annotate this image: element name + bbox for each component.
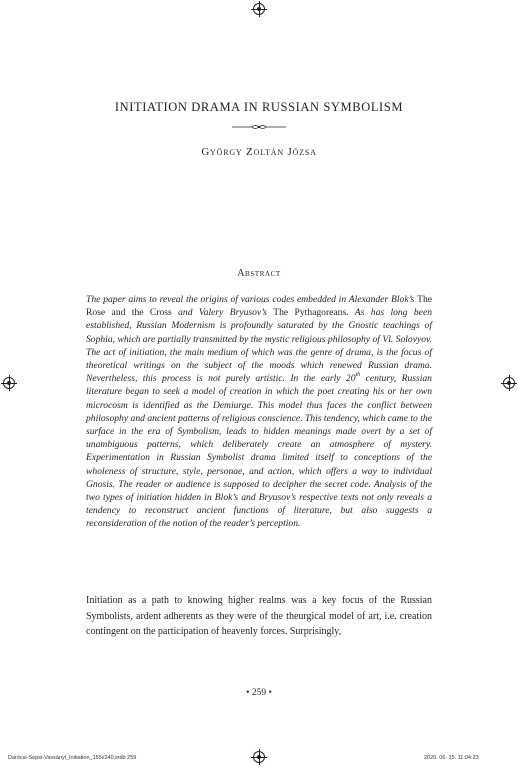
abstract-heading: Abstract [237, 268, 281, 279]
book-title-pythagoreans: The Pythagoreans [273, 307, 347, 319]
registration-mark-icon [503, 377, 515, 389]
registration-mark-icon [253, 751, 265, 763]
abstract-text: The paper aims to reveal the origins of various codes embedded in Alexander Blok’s The Rose and the Cross and Valery Bryusov’s The Pythagoreans. As has long been established, Russian Modernism is profoundly saturated by the Gnostic teachings of Sophia, which are partially transmitted by the mystic religious philosophy of Vl. Solovyov. The act of initiation, the main medium of which was the genre of drama, is the focus of theoretical writings on the subject of the moods which renewed Russian drama. Nevertheless, this process is not purely artistic. In the early 20th century, Russian literature began to seek a model of creation in which the poet creating his or her own microcosm is identified as the Demiurge. This model thus faces the conflict between philosophy and ancient patterns of religious conscience. This tendency, which came to the surface in the era of Symbolism, leads to hidden meanings made overt by a set of unambiguous patterns, which deliberately create an atmosphere of mystery. Experimentation in Russian Symbolist drama limited itself to conceptions of the wholeness of structure, style, personae, and action, which offers a way to individual Gnosis. The reader or audience is supposed to decipher the secret code. Analysis of the two types of initiation hidden in Blok’s and Bryusov’s respective texts not only reveals a tendency to reconstruct ancient functions of literature, but also suggests a reconsideration of the notion of the reader’s perception. [86, 294, 432, 530]
ornament-divider-icon [232, 123, 286, 131]
printer-slug-timestamp: 2020. 06. 15. 11:04:23 [424, 755, 479, 761]
registration-mark-icon [3, 377, 15, 389]
author-name: György Zoltán Józsa [201, 146, 317, 158]
article-title: INITIATION DRAMA IN RUSSIAN SYMBOLISM [114, 100, 404, 114]
registration-mark-icon [253, 3, 265, 15]
book-title-rose-and-cross: The Rose and the Cross [86, 294, 432, 319]
body-paragraph: Initiation as a path to knowing higher realms was a key focus of the Russian Symbolists, ardent adherents as they were of the theurgical model of art, i.e. creation contingent on the participation of heavenly forces. Surprisingly, [86, 595, 432, 638]
page-number: • 259 • [246, 688, 272, 698]
printer-slug-filename: Darócsi-Sepsi-Vassányi_Initiation_155x240.indb 259 [8, 755, 137, 761]
